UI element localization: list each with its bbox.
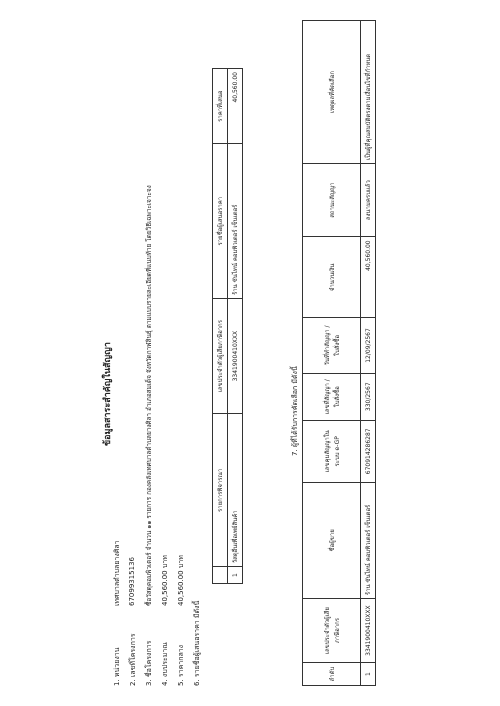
table-cell: วัสดุอื่นเพื่อเพย์สินค้า [228, 414, 243, 567]
info-label-project-no: 2. เลขที่โครงการ [129, 633, 137, 686]
table-cell: 670914286287 [361, 420, 376, 482]
table-cell: 40,560.00 [361, 237, 376, 318]
section-7-heading: 7. ผู้ที่ได้รับการคัดเลือก มีดังนี้ [291, 366, 299, 456]
table-header: เลขประจำตัวผู้เสียภาษีอากร [213, 298, 228, 413]
table-cell: 3341900410XXX [361, 599, 376, 663]
table-row [228, 69, 243, 584]
table-header: จำนวนเงิน [303, 237, 361, 318]
table-header: เลขคุมสัญญาในระบบ e-GP [303, 420, 361, 482]
table-header: เหตุผลที่คัดเลือก [303, 21, 361, 164]
info-label-bidders: 6. รายชื่อผู้เสนอราคา มีดังนี้ [193, 600, 201, 686]
table-cell: ร้าน ซันไทน์ คอมพิวเตอร์ เซ็นเตอร์ [361, 482, 376, 598]
table-header-row [303, 21, 361, 686]
table-cell: 1 [228, 567, 243, 584]
table-header: รายชื่อผู้เสนอราคา [213, 144, 228, 299]
selected-vendor-table [302, 20, 376, 686]
table-header: ชื่อผู้ขาย [303, 482, 361, 598]
table-header: เลขที่สัญญา / ใบสั่งซื้อ [303, 373, 361, 420]
info-label-budget: 4. งบประมาณ [161, 642, 169, 686]
table-header: วันที่ทำสัญญา / ใบสั่งซื้อ [303, 318, 361, 373]
table-cell: ลงนามครบแล้ว [361, 163, 376, 236]
info-value-median-price: 40,560.00 บาท [177, 555, 185, 606]
table-cell: ร้าน ซันไทน์ คอมพิวเตอร์ เซ็นเตอร์ [228, 144, 243, 299]
info-value-agency: เทศบาลตำบลยางศิลา [113, 540, 121, 606]
info-label-project-name: 3. ชื่อโครงการ [145, 640, 153, 686]
table-header: ลำดับ [303, 663, 361, 686]
info-value-budget: 40,560.00 บาท [161, 555, 169, 606]
table-header: ราคาที่เสนอ [213, 69, 228, 144]
table-cell: 12/09/2567 [361, 318, 376, 373]
table-header: รายการพิจารณา [213, 414, 228, 567]
page-title: ข้อมูลสาระสำคัญในสัญญา [103, 342, 113, 446]
table-cell: 330/2567 [361, 373, 376, 420]
table-cell: 3341900410XXX [228, 298, 243, 413]
info-value-project-no: 67099315136 [128, 557, 136, 606]
info-value-project-name: ซื้อวัสดุคอมพิวเตอร์ จำนวน ๑๑ รายการ กองคลังเทศบาลตำบลยางศิลา อำเภอสมเด็จ จังหวัดกาฬสินธุ์ ตามแบบรายละเอียดที่แนบท้าย โดยวิธีเฉพาะเจาะจง [145, 185, 153, 606]
table-header-row [213, 69, 228, 584]
table-cell: 40,560.00 [228, 69, 243, 144]
table-header: สถานะสัญญา [303, 163, 361, 236]
info-label-median-price: 5. ราคากลาง [177, 644, 185, 686]
table-cell: เป็นผู้ที่คุณสมบัติตรงตามเงื่อนไขที่กำหนด [361, 21, 376, 164]
table-row [361, 21, 376, 686]
bidders-table [212, 68, 243, 584]
table-header: เลขประจำตัวผู้เสียภาษีอากร [303, 599, 361, 663]
info-label-agency: 1. หน่วยงาน [113, 647, 121, 686]
table-cell: 1 [361, 663, 376, 686]
table-header [213, 567, 228, 584]
